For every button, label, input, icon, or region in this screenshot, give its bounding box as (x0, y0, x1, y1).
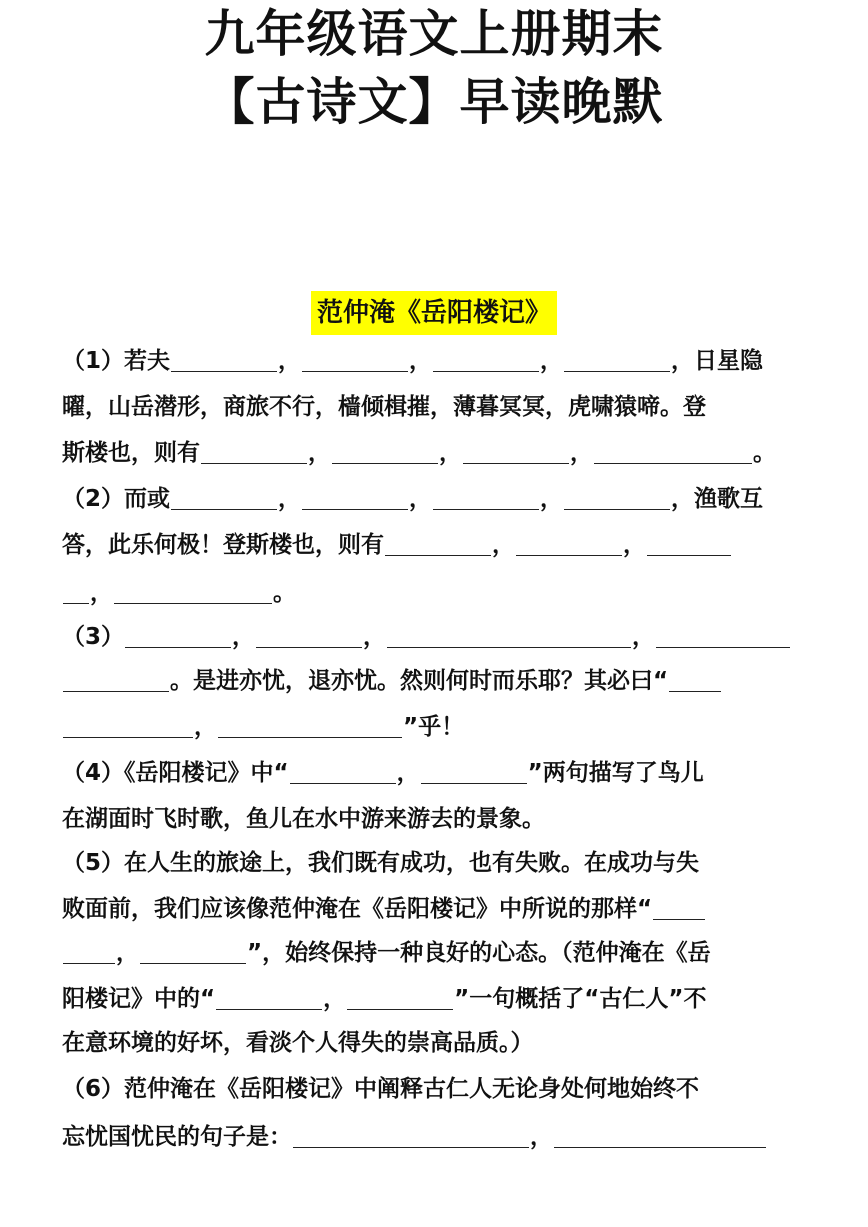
question-text: 阳楼记》中的“ (62, 986, 216, 1012)
answer-blank[interactable] (463, 437, 569, 464)
q1-line-1 (62, 344, 808, 378)
question-text: （2）而或 (62, 486, 171, 512)
answer-blank[interactable] (290, 757, 396, 784)
answer-blank[interactable] (125, 621, 231, 648)
q3-line-3 (62, 710, 808, 744)
answer-blank[interactable] (433, 345, 539, 372)
answer-blank[interactable] (421, 757, 527, 784)
question-text: ， (409, 348, 433, 374)
q1-line-3 (62, 436, 808, 470)
question-text: ， (308, 440, 331, 466)
question-text: ， (232, 624, 256, 650)
question-text: 。 (273, 580, 296, 606)
q2-line-3 (62, 576, 808, 610)
section-heading (0, 291, 868, 335)
question-text: ， (409, 486, 433, 512)
question-text: ， (278, 486, 302, 512)
q2-line-2 (62, 528, 808, 562)
answer-blank[interactable] (293, 1121, 529, 1148)
section-heading-text: 范仲淹《岳阳楼记》 (311, 291, 557, 335)
question-text: ， (632, 624, 656, 650)
question-text: 。 (753, 440, 776, 466)
question-text: 在意环境的好坏，看淡个人得失的崇高品质。） (62, 1030, 534, 1056)
answer-blank[interactable] (656, 621, 790, 648)
answer-blank[interactable] (302, 345, 408, 372)
answer-blank[interactable] (171, 483, 277, 510)
answer-blank[interactable] (669, 665, 721, 692)
q3-line-1 (62, 620, 808, 654)
answer-blank[interactable] (201, 437, 307, 464)
answer-blank[interactable] (594, 437, 752, 464)
question-text: 在湖面时飞时歌，鱼儿在水中游来游去的景象。 (62, 806, 545, 832)
question-text: ， (116, 940, 139, 966)
question-text: （1）若夫 (62, 348, 171, 374)
answer-blank[interactable] (218, 711, 402, 738)
question-text: 。是进亦忧，退亦忧。然则何时而乐耶？其必曰“ (170, 668, 669, 694)
answer-blank[interactable] (387, 621, 631, 648)
question-text: 曜，山岳潜形，商旅不行，樯倾楫摧，薄暮冥冥，虎啸猿啼。登 (62, 394, 706, 420)
question-text: 斯楼也，则有 (62, 440, 200, 466)
q5-line-3 (62, 936, 808, 970)
question-text: 答，此乐何极！登斯楼也，则有 (62, 532, 384, 558)
q5-line-4 (62, 982, 808, 1016)
q1-line-2 (62, 390, 808, 424)
answer-blank[interactable] (516, 529, 622, 556)
question-text: ， (439, 440, 462, 466)
question-text: ”，始终保持一种良好的心态。（范仲淹在《岳 (247, 940, 711, 966)
q6-line-1 (62, 1072, 808, 1106)
answer-blank[interactable] (171, 345, 277, 372)
question-text: ”两句描写了鸟儿 (527, 760, 704, 786)
question-text: ， (278, 348, 302, 374)
q3-line-2 (62, 664, 808, 698)
answer-blank[interactable] (63, 665, 169, 692)
question-text: （6）范仲淹在《岳阳楼记》中阐释古仁人无论身处何地始终不 (62, 1076, 700, 1102)
answer-blank[interactable] (332, 437, 438, 464)
question-text: 忘忧国忧民的句子是： (62, 1124, 292, 1150)
title-line-2: 【古诗文】早读晚默 (204, 73, 664, 131)
answer-blank[interactable] (564, 345, 670, 372)
question-text: ”一句概括了“古仁人”不 (454, 986, 707, 1012)
answer-blank[interactable] (347, 983, 453, 1010)
q4-line-2 (62, 802, 808, 836)
answer-blank[interactable] (140, 937, 246, 964)
answer-blank[interactable] (63, 577, 89, 604)
question-text: （4）《岳阳楼记》中“ (62, 760, 289, 786)
question-text: ， (194, 714, 217, 740)
question-text: ， (540, 348, 564, 374)
question-text: （3） (62, 624, 125, 650)
question-text: ， (570, 440, 593, 466)
answer-blank[interactable] (564, 483, 670, 510)
question-text: ， (396, 760, 420, 786)
answer-blank[interactable] (114, 577, 272, 604)
answer-blank[interactable] (216, 983, 322, 1010)
title-line-1: 九年级语文上册期末 (204, 5, 664, 63)
question-text: 败面前，我们应该像范仲淹在《岳阳楼记》中所说的那样“ (62, 896, 653, 922)
question-text: （5）在人生的旅途上，我们既有成功，也有失败。在成功与失 (62, 850, 700, 876)
answer-blank[interactable] (385, 529, 491, 556)
q5-line-1 (62, 846, 808, 880)
question-text: ， (90, 580, 113, 606)
q6-line-2 (62, 1120, 808, 1154)
question-text: ， (530, 1124, 553, 1150)
q5-line-2 (62, 892, 808, 926)
q2-line-1 (62, 482, 808, 516)
question-text: ， (363, 624, 387, 650)
answer-blank[interactable] (433, 483, 539, 510)
answer-blank[interactable] (554, 1121, 766, 1148)
question-text: ， (540, 486, 564, 512)
q5-line-5 (62, 1026, 808, 1060)
answer-blank[interactable] (647, 529, 731, 556)
answer-blank[interactable] (653, 893, 705, 920)
q4-line-1 (62, 756, 808, 790)
answer-blank[interactable] (63, 711, 193, 738)
answer-blank[interactable] (63, 937, 115, 964)
question-text: ， (323, 986, 347, 1012)
answer-blank[interactable] (302, 483, 408, 510)
question-text: ，日星隐 (671, 348, 764, 374)
question-text: ， (492, 532, 515, 558)
answer-blank[interactable] (256, 621, 362, 648)
question-text: ”乎！ (403, 714, 465, 740)
question-text: ， (623, 532, 646, 558)
question-text: ，渔歌互 (671, 486, 764, 512)
